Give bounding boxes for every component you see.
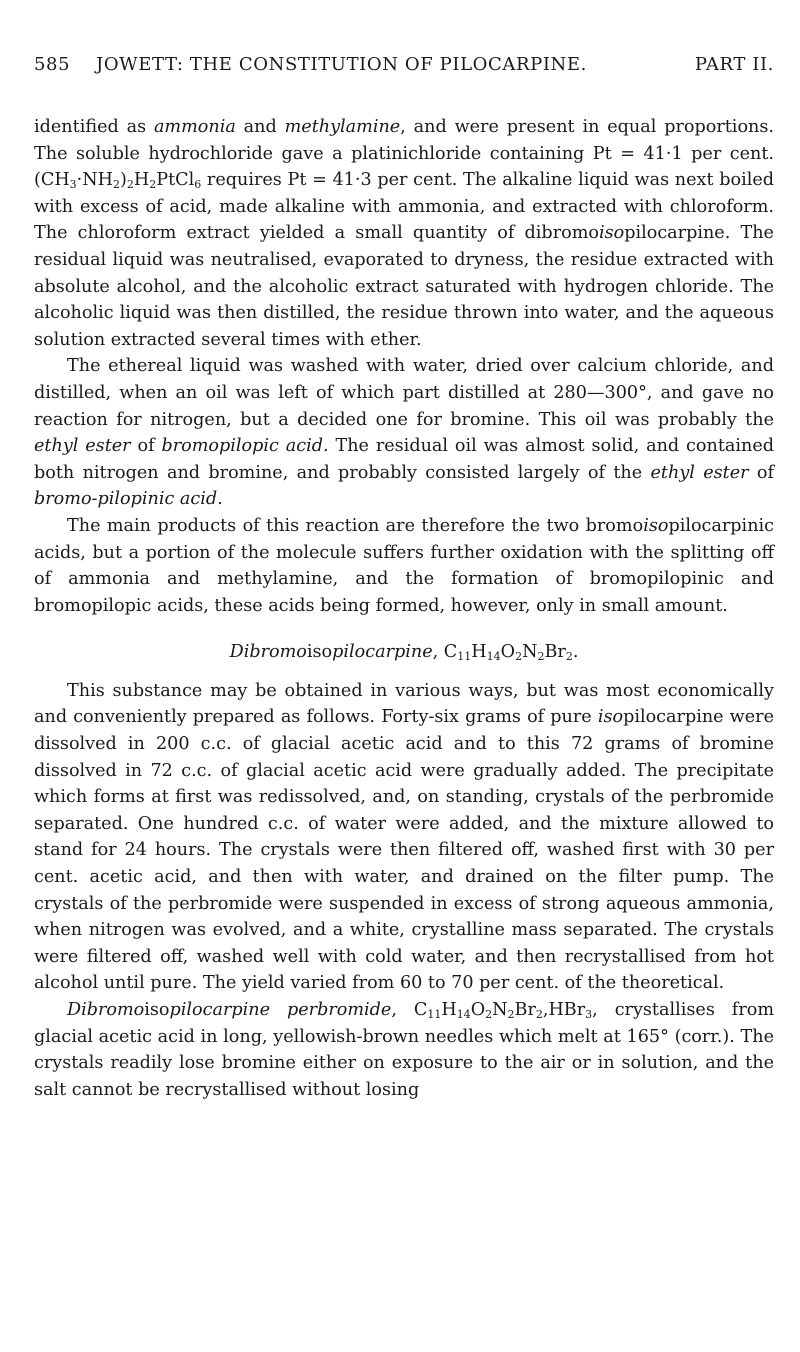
page-number: 585 (34, 54, 71, 75)
running-header (34, 54, 774, 88)
running-title: JOWETT: THE CONSTITUTION OF PILOCARPINE. (96, 54, 587, 75)
paragraph-preparation: This substance may be obtained in various ways, but was most economically and conveniently prepared as follows. Forty-six grams of pure isopilocarpine were dissolved in 200 c.c. of glacial acetic acid and to this 72 grams of bromine dissolved in 72 c.c. of glacial acetic acid were gradually added. The precipitate which forms at first was redissolved, and, on standing, crystals of the perbromide separated. One hundred c.c. of water were added, and the mixture allowed to stand for 24 hours. The crystals were then filtered off, washed first with 30 per cent. acetic acid, and then with water, and drained on the filter pump. The crystals of the perbromide were suspended in excess of strong aqueous ammonia, when nitrogen was evolved, and a white, crystalline mass separated. The crystals were filtered off, washed well with cold water, and then recrystallised from hot alcohol until pure. The yield varied from 60 to 70 per cent. of the theoretical. (34, 680, 774, 994)
part-label: PART II. (694, 54, 774, 75)
paragraph-perbromide: Dibromoisopilocarpine perbromide, $C_{11}H_{14}O_2N_2Br_2,HBr_3$, crystallises from glacial acetic acid in long, yellowish-brown needles which melt at 165° (corr.). The crystals readily lose bromine either on exposure to the air or in solution, and the salt cannot be recrystallised without losing (34, 1000, 774, 1100)
paragraph-main-products: The main products of this reaction are therefore the two bromoisopilocarpinic acids, but a portion of the molecule suffers further oxidation with the splitting off of ammonia and methylamine, and the formation of bromopilopinic and bromopilopic acids, these acids being formed, however, only in small amount. (34, 515, 774, 616)
paragraph-identified: identified as ammonia and methylamine, and were present in equal proportions. The soluble hydrochloride gave a platinichloride containing Pt = 41·1 per cent. $(CH_3\cdot NH_2)_2H_2PtCl_6$ requires Pt = 41·3 per cent. The alkaline liquid was next boiled with excess of acid, made alkaline with ammonia, and extracted with chloroform. The chloroform extract yielded a small quantity of dibromoisopilocarpine. The residual liquid was neutralised, evaporated to dryness, the residue extracted with absolute alcohol, and the alcoholic extract saturated with hydrogen chloride. The alcoholic liquid was then distilled, the residue thrown into water, and the aqueous solution extracted several times with ether. (34, 117, 774, 350)
section-heading-dibromoisopilocarpine: Dibromoisopilocarpine, $C_{11}H_{14}O_2N_2Br_2$. (229, 642, 579, 664)
article-body (34, 114, 774, 1103)
paragraph-ethereal-liquid: The ethereal liquid was washed with water, dried over calcium chloride, and distilled, when an oil was left of which part distilled at 280—300°, and gave no reaction for nitrogen, but a decided one for bromine. This oil was probably the ethyl ester of bromopilopic acid. The residual oil was almost solid, and contained both nitrogen and bromine, and probably consisted largely of the ethyl ester of bromo-pilopinic acid. (34, 356, 775, 510)
